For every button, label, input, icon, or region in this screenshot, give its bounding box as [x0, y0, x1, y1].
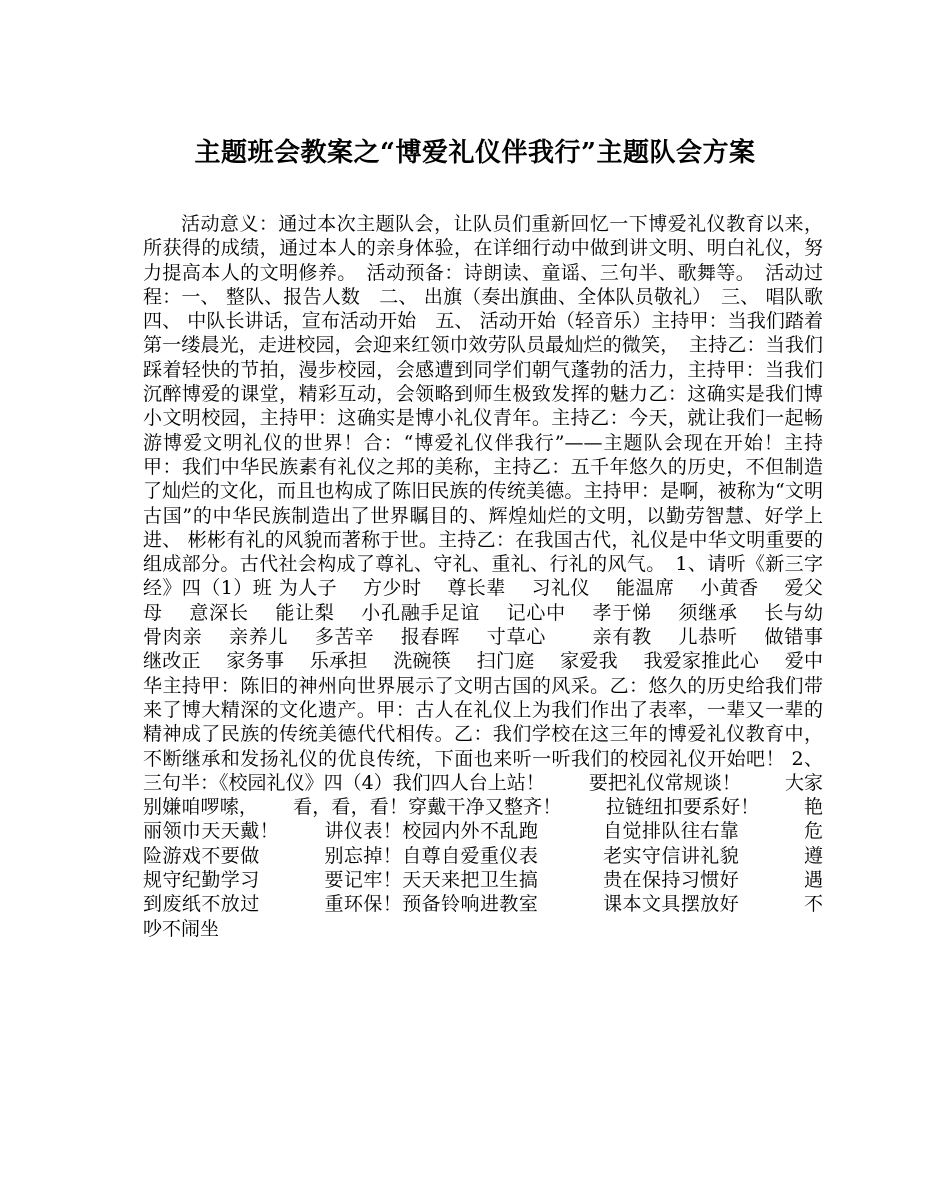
document-title: 主题班会教案之“博爱礼仪伴我行”主题队会方案	[194, 138, 756, 168]
document-body-text: 活动意义：通过本次主题队会，让队员们重新回忆一下博爱礼仪教育以来，所获得的成绩，通过本人的亲身体验，在详细行动中做到讲文明、明白礼仪，努力提高本人的文明修养。 活动预备：诗朗读、童谣、三句半、歌舞等。 活动过程：一、 整队、报告人数 二、 出旗（奏出旗曲、全体队员敬礼） 三、 唱队歌 四、 中队长讲话，宣布活动开始 五、 活动开始（轻音乐）主持甲：当我们踏着第一缕晨光，走进校园，会迎来红领巾效劳队员最灿烂的微笑， 主持乙：当我们踩着轻快的节拍，漫步校园，会感遭到同学们朝气蓬勃的活力，主持甲：当我们沉醉博爱的课堂，精彩互动，会领略到师生极致发挥的魅力乙：这确实是我们博小文明校园，主持甲：这确实是博小礼仪青年。主持乙：今天，就让我们一起畅游博爱文明礼仪的世界！合：“博爱礼仪伴我行”——主题队会现在开始！主持甲：我们中华民族素有礼仪之邦的美称，主持乙：五千年悠久的历史，不但制造了灿烂的文化，而且也构成了陈旧民族的传统美德。主持甲：是啊，被称为“文明古国”的中华民族制造出了世界瞩目的、辉煌灿烂的文明，以勤劳智慧、好学上进、 彬彬有礼的风貌而著称于世。主持乙：在我国古代，礼仪是中华文明重要的组成部分。古代社会构成了尊礼、守礼、重礼、行礼的风气。 1、请听《新三字经》四（1）班 为人子 方少时 尊长辈 习礼仪 能温席 小黄香 爱父母 意深长 能让梨 小孔融手足谊 记心中 孝于悌 须继承 长与幼 骨肉亲 亲养儿 多苦辛 报春晖 寸草心 亲有教 儿恭听 做错事 继改正 家务事 乐承担 洗碗筷 扫门庭 家爱我 我爱家推此心 爱中华主持甲：陈旧的神州向世界展示了文明古国的风采。乙：悠久的历史给我们带来了博大精深的文化遗产。甲：古人在礼仪上为我们作出了表率，一辈又一辈的精神成了民族的传统美德代代相传。乙：我们学校在这三年的博爱礼仪教育中，不断继承和发扬礼仪的优良传统，下面也来听一听我们的校园礼仪开始吧！ 2、三句半：《校园礼仪》四（4）我们四人台上站！ 要把礼仪常规谈！ 大家别嫌咱啰嗦， 看，看，看！穿戴干净又整齐！ 拉链纽扣要系好！ 艳丽领巾天天戴！ 讲仪表！校园内外不乱跑 自觉排队往右靠 危险游戏不要做 别忘掉！自尊自爱重仪表 老实守信讲礼貌 遵规守纪勤学习 要记牢！天天来把卫生搞 贵在保持习惯好 遇到废纸不放过 重环保！预备铃响进教室 课本文具摆放好 不吵不闹坐	[143, 213, 849, 940]
